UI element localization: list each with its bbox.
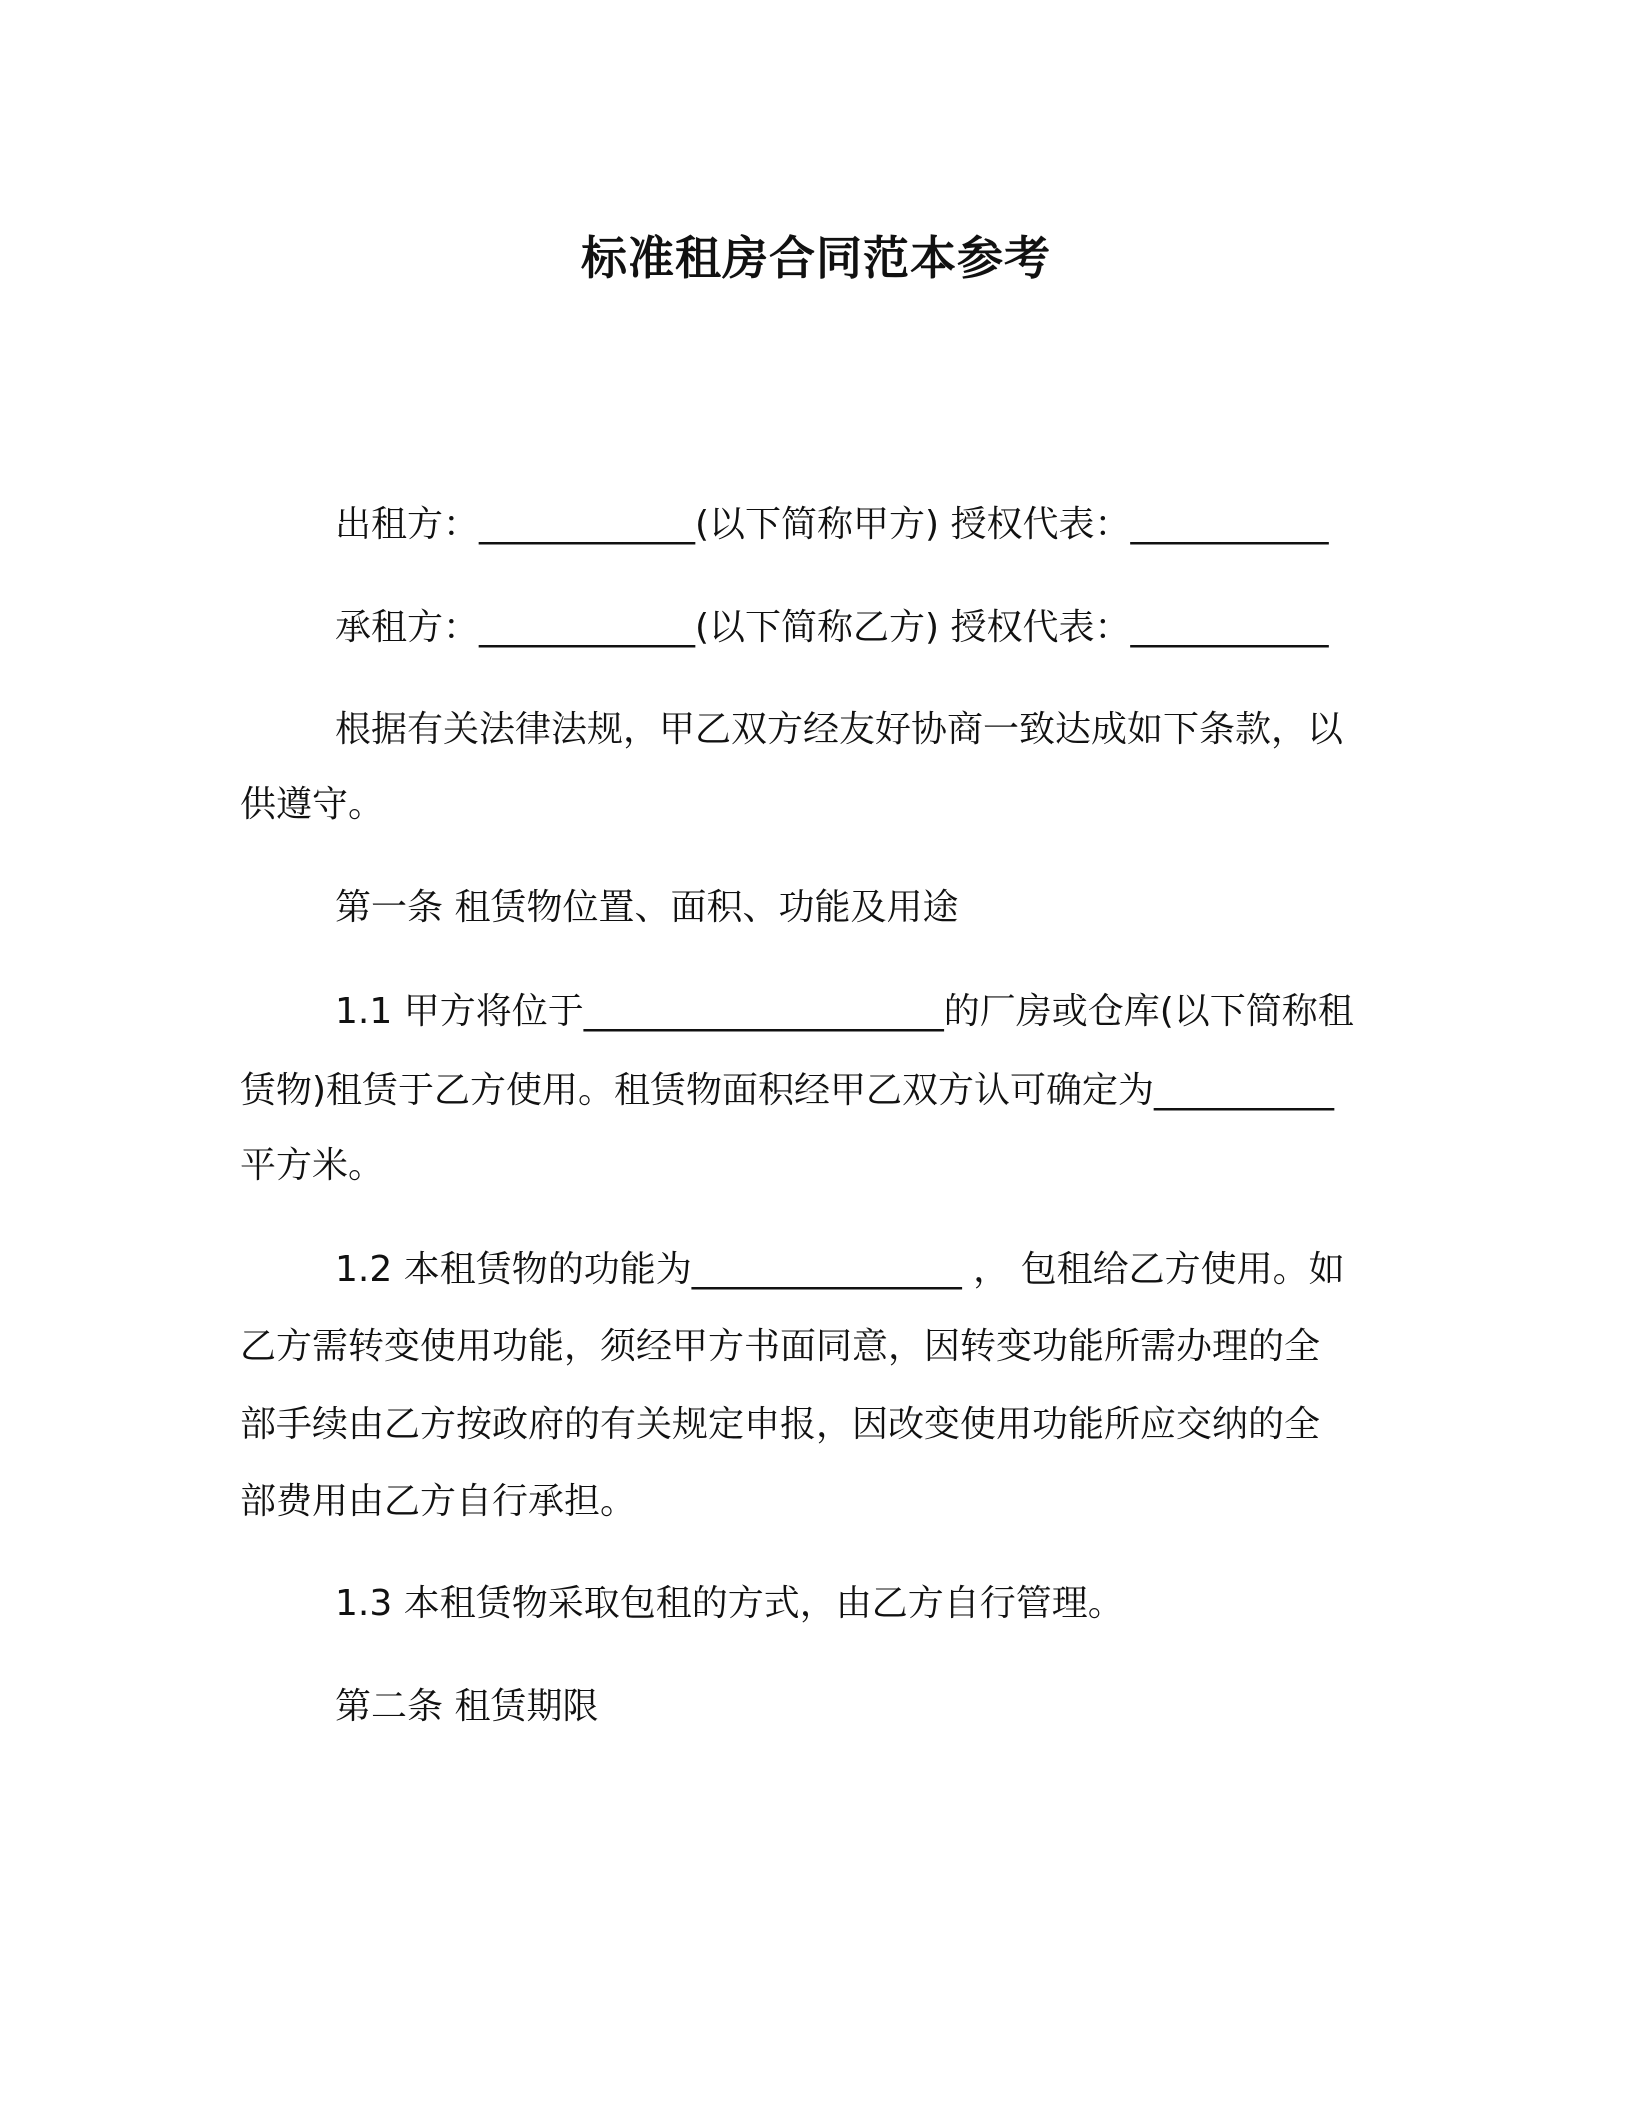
article-1-heading: 第一条 租赁物位置、面积、功能及用途 xyxy=(335,887,959,928)
article-2-heading: 第二条 租赁期限 xyxy=(335,1686,599,1727)
preamble-line-1: 根据有关法律法规，甲乙双方经友好协商一致达成如下条款，以 xyxy=(335,709,1344,750)
clause-1-1-line-2: 赁物)租赁于乙方使用。租赁物面积经甲乙双方认可确定为__________ xyxy=(240,1070,1335,1111)
clause-1-2-line-4: 部费用由乙方自行承担。 xyxy=(240,1481,637,1522)
lessee-line: 承租方：____________(以下简称乙方) 授权代表：___________ xyxy=(335,607,1329,648)
clause-1-2-line-3: 部手续由乙方按政府的有关规定申报，因改变使用功能所应交纳的全 xyxy=(240,1404,1321,1445)
clause-1-2-line-2: 乙方需转变使用功能，须经甲方书面同意，因转变功能所需办理的全 xyxy=(240,1326,1321,1367)
clause-1-3: 1.3 本租赁物采取包租的方式，由乙方自行管理。 xyxy=(335,1583,1124,1624)
lessor-line: 出租方：____________(以下简称甲方) 授权代表：___________ xyxy=(335,504,1329,545)
clause-1-2-line-1: 1.2 本租赁物的功能为_______________ ， 包租给乙方使用。如 xyxy=(335,1249,1345,1290)
preamble-line-2: 供遵守。 xyxy=(240,784,385,825)
clause-1-1-line-1: 1.1 甲方将位于____________________的厂房或仓库(以下简称租 xyxy=(335,991,1354,1032)
document-title: 标准租房合同范本参考 xyxy=(581,231,1051,285)
clause-1-1-line-3: 平方米。 xyxy=(240,1145,385,1186)
